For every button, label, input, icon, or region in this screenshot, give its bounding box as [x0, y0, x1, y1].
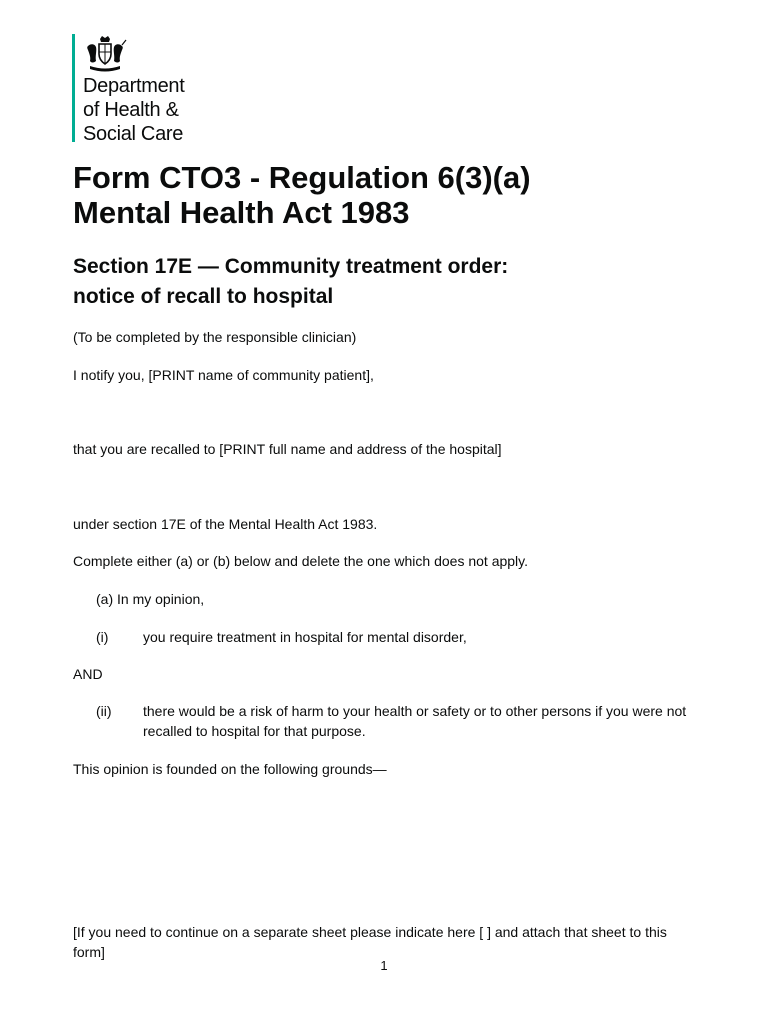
- form-title-line-2: Mental Health Act 1983: [73, 195, 410, 230]
- option-a-intro: (a) In my opinion,: [96, 591, 205, 607]
- item-label-ii: (ii): [96, 703, 112, 719]
- form-title-line-1: Form CTO3 - Regulation 6(3)(a): [73, 160, 531, 195]
- under-section-line: under section 17E of the Mental Health Act 1983.: [73, 516, 378, 532]
- notify-line: I notify you, [PRINT name of community patient],: [73, 367, 374, 383]
- royal-coat-of-arms-icon: [82, 34, 128, 74]
- form-title: [73, 160, 713, 230]
- department-line-1: Department: [83, 75, 185, 97]
- item-label-i: (i): [96, 629, 109, 645]
- page-number: 1: [380, 958, 388, 973]
- item-text-i: you require treatment in hospital for mental disorder,: [143, 629, 467, 645]
- recalled-to-line: that you are recalled to [PRINT full name and address of the hospital]: [73, 441, 502, 457]
- and-connector: AND: [73, 666, 103, 682]
- continue-sheet-note: [If you need to continue on a separate sheet please indicate here [ ] and attach that sheet to this form]: [73, 924, 667, 960]
- form-subtitle-line-1: Section 17E — Community treatment order:: [73, 255, 509, 278]
- grounds-line: This opinion is founded on the following grounds—: [73, 761, 387, 777]
- department-name: [83, 74, 185, 146]
- complete-either-line: Complete either (a) or (b) below and delete the one which does not apply.: [73, 553, 529, 569]
- department-line-3: Social Care: [83, 123, 184, 145]
- department-logo: [72, 34, 272, 146]
- instruction-text: (To be completed by the responsible clinician): [73, 329, 357, 345]
- item-text-ii: there would be a risk of harm to your health or safety or to other persons if you were not recalled to hospital for that purpose.: [143, 703, 687, 739]
- form-subtitle: [73, 252, 713, 312]
- form-subtitle-line-2: notice of recall to hospital: [73, 285, 334, 308]
- department-line-2: of Health &: [83, 99, 179, 121]
- brand-bar: [72, 34, 75, 142]
